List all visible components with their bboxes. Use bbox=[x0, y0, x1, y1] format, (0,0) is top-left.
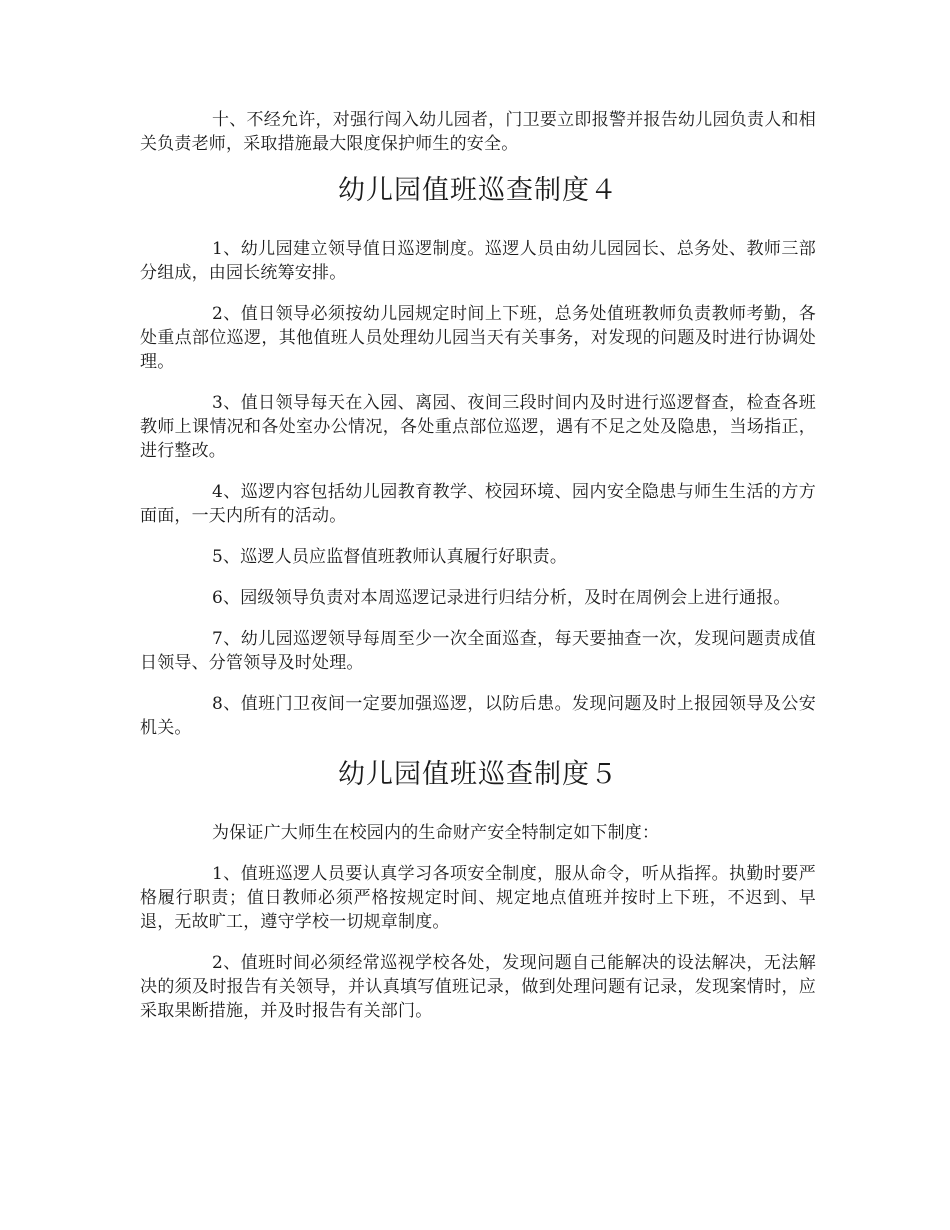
section-4-item-7: 7、幼儿园巡逻领导每周至少一次全面巡查，每天要抽查一次，发现问题责成值日领导、分管领导及时处理。 bbox=[140, 629, 816, 673]
section-4-item-6: 6、园级领导负责对本周巡逻记录进行归结分析，及时在周例会上进行通报。 bbox=[212, 588, 791, 608]
section-4-title: 幼儿园值班巡查制度４ bbox=[338, 175, 618, 206]
section-5-intro: 为保证广大师生在校园内的生命财产安全特制定如下制度： bbox=[212, 823, 660, 843]
section-4-item-5: 5、巡逻人员应监督值班教师认真履行好职责。 bbox=[212, 547, 568, 567]
section-5-title: 幼儿园值班巡查制度５ bbox=[338, 759, 618, 790]
section-4-item-1: 1、幼儿园建立领导值日巡逻制度。巡逻人员由幼儿园园长、总务处、教师三部分组成，由园长统筹安排。 bbox=[140, 239, 816, 283]
section-4-item-8: 8、值班门卫夜间一定要加强巡逻，以防后患。发现问题及时上报园领导及公安机关。 bbox=[140, 694, 816, 738]
section-4-item-3: 3、值日领导每天在入园、离园、夜间三段时间内及时进行巡逻督查，检查各班教师上课情况和各处室办公情况，各处重点部位巡逻，遇有不足之处及隐患，当场指正，进行整改。 bbox=[140, 393, 816, 461]
document-page bbox=[140, 108, 816, 1040]
intro-paragraph: 十、不经允许，对强行闯入幼儿园者，门卫要立即报警并报告幼儿园负责人和相关负责老师，采取措施最大限度保护师生的安全。 bbox=[140, 110, 816, 154]
section-5-item-1: 1、值班巡逻人员要认真学习各项安全制度，服从命令，听从指挥。执勤时要严格履行职责；值日教师必须严格按规定时间、规定地点值班并按时上下班，不迟到、早退，无故旷工，遵守学校一切规章制度。 bbox=[140, 864, 816, 932]
section-5-item-2: 2、值班时间必须经常巡视学校各处，发现问题自己能解决的设法解决，无法解决的须及时报告有关领导，并认真填写值班记录，做到处理问题有记录，发现案情时，应采取果断措施，并及时报告有关部门。 bbox=[140, 953, 816, 1021]
section-4-item-4: 4、巡逻内容包括幼儿园教育教学、校园环境、园内安全隐患与师生生活的方方面面，一天内所有的活动。 bbox=[140, 482, 816, 526]
section-4-item-2: 2、值日领导必须按幼儿园规定时间上下班，总务处值班教师负责教师考勤，各处重点部位巡逻，其他值班人员处理幼儿园当天有关事务，对发现的问题及时进行协调处理。 bbox=[140, 304, 816, 372]
